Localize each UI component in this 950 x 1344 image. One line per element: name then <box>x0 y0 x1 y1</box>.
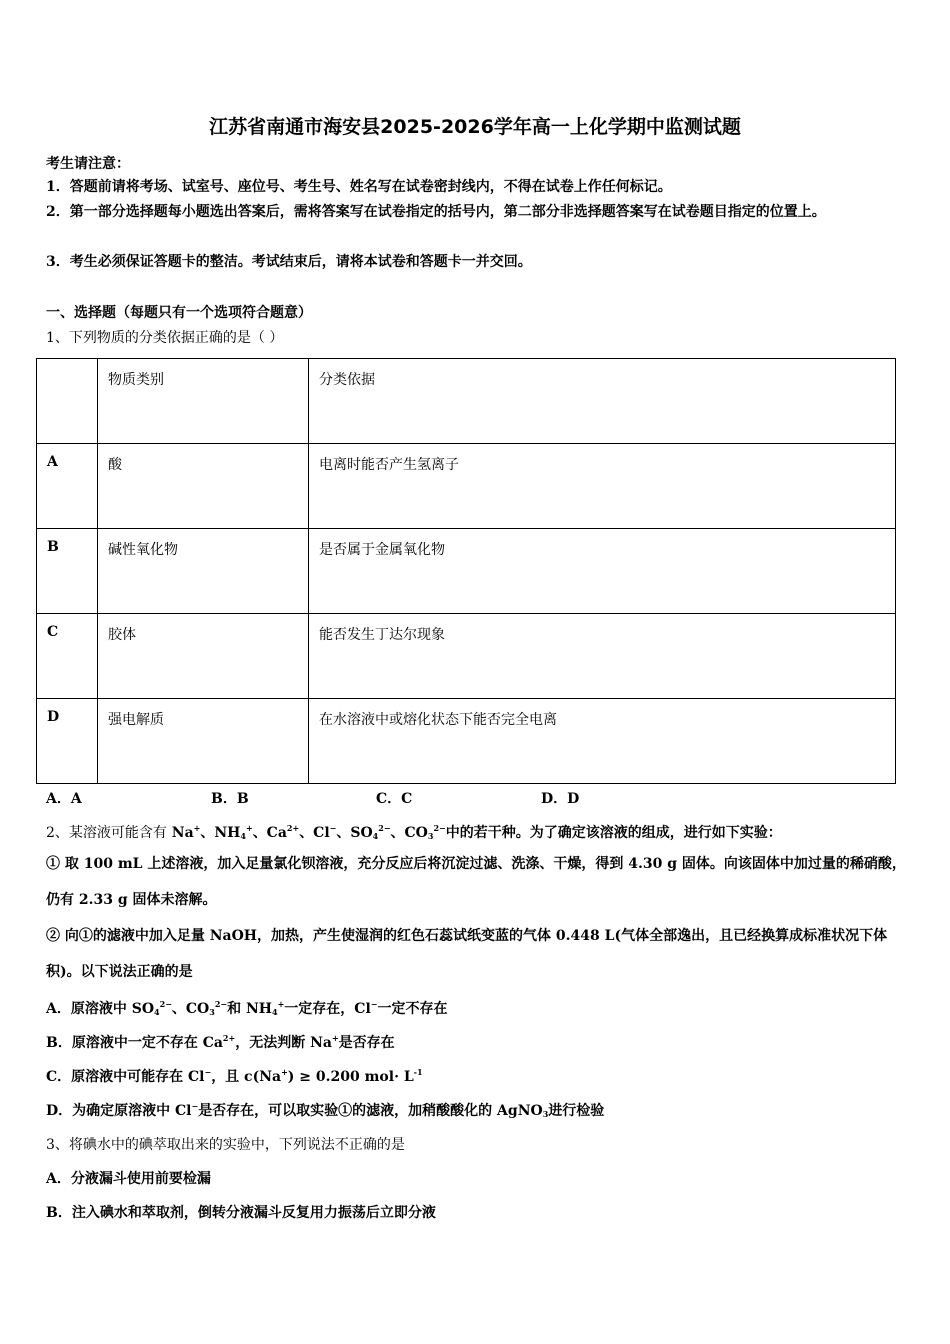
q2-option-a-text: 一定存在，Cl <box>284 1001 371 1017</box>
table-cell: C <box>37 614 98 699</box>
table-row <box>37 699 896 784</box>
q1-option-b: B．B <box>211 791 249 807</box>
table-cell: 酸 <box>98 444 309 529</box>
q2-experiment-1: ① 取 100 mL 上述溶液，加入足量氯化钡溶液，充分反应后将沉淀过滤、洗涤、干燥，得到 4.30 g 固体。向该固体中加过量的稀硝酸，仍有 2.33 g 固体未溶解。 <box>46 856 906 908</box>
q2-stem-suffix: 中的若干种。为了确定该溶液的组成，进行如下实验： <box>445 825 782 841</box>
table-cell: 是否属于金属氧化物 <box>309 529 896 614</box>
table-row <box>37 359 896 444</box>
q1-option-c: C．C <box>376 791 413 807</box>
q2-option-d: D．为确定原溶液中 Cl−是否存在，可以取实验①的滤液，加稍酸酸化的 AgNO$_3$进行检验 <box>46 1101 605 1119</box>
table-header: 物质类别 <box>98 359 309 444</box>
q1-option-a: A．A <box>46 791 82 807</box>
q3-stem-text: 3、将碘水中的碘萃取出来的实验中，下列说法不正确的是 <box>46 1137 405 1153</box>
q1-table <box>36 358 896 784</box>
q2-option-a-text: 和 NH <box>227 1001 273 1017</box>
q2-experiment-2: ② 向①的滤液中加入足量 NaOH，加热，产生使湿润的红色石蕊试纸变蓝的气体 0.448 L(气体全部逸出，且已经换算成标准状况下体积)。以下说法正确的是 <box>46 928 888 980</box>
table-cell: 强电解质 <box>98 699 309 784</box>
table-cell: 碱性氧化物 <box>98 529 309 614</box>
q2-option-c-text: C．原溶液中可能存在 Cl <box>46 1069 205 1085</box>
q2-option-a-text: A．原溶液中 SO <box>46 1001 155 1017</box>
q2-option-c-text: ，且 c(Na <box>211 1069 282 1085</box>
notice-item-3: 3．考生必须保证答题卡的整洁。考试结束后，请将本试卷和答题卡一并交回。 <box>46 254 532 270</box>
table-row <box>37 444 896 529</box>
q2-option-a-text: 、CO <box>171 1001 210 1017</box>
table-header: 分类依据 <box>309 359 896 444</box>
table-cell: 在水溶液中或熔化状态下能否完全电离 <box>309 699 896 784</box>
q2-option-b-text: B．原溶液中一定不存在 Ca <box>46 1035 223 1051</box>
q3-stem <box>46 1134 405 1154</box>
notice-item-1: 1．答题前请将考场、试室号、座位号、考生号、姓名写在试卷密封线内，不得在试卷上作任何标记。 <box>46 179 672 195</box>
table-cell: A <box>37 444 98 529</box>
page-title: 江苏省南通市海安县2025-2026学年高一上化学期中监测试题 <box>209 116 741 138</box>
table-cell: 能否发生丁达尔现象 <box>309 614 896 699</box>
q2-option-c: C．原溶液中可能存在 Cl−，且 c(Na+) ≥ 0.200 $mol\cdot L^{-1}$ <box>46 1067 423 1085</box>
table-cell: D <box>37 699 98 784</box>
q2-stem-prefix: 2、某溶液可能含有 <box>46 825 167 841</box>
table-row <box>37 529 896 614</box>
table-row <box>37 614 896 699</box>
q2-stem: 2、某溶液可能含有 Na+、$NH_4^+$、$Ca^{2+}$、Cl−、$SO_4^{2-}$、$CO_3^{2-}$中的若干种。为了确定该溶液的组成，进行如下实验： <box>46 823 782 841</box>
q3-option-a: A．分液漏斗使用前要检漏 <box>46 1171 211 1187</box>
q2-option-d-text: 是否存在，可以取实验①的滤液，加稍酸酸化的 AgNO <box>198 1103 543 1119</box>
q2-option-a-text: 一定不存在 <box>377 1001 448 1017</box>
notice-heading: 考生请注意： <box>46 156 130 172</box>
q2-option-c-text: ) ≥ 0.200 mol· L <box>287 1069 414 1085</box>
q2-option-b-text: ，无法判断 Na <box>235 1035 332 1051</box>
q2-option-d-text: D．为确定原溶液中 Cl <box>46 1103 192 1119</box>
table-cell: 电离时能否产生氢离子 <box>309 444 896 529</box>
q2-option-d-text: 进行检验 <box>548 1103 605 1119</box>
table-cell: 胶体 <box>98 614 309 699</box>
notice-item-2: 2．第一部分选择题每小题选出答案后，需将答案写在试卷指定的括号内，第二部分非选择题答案写在试卷题目指定的位置上。 <box>46 204 826 220</box>
q2-option-b-text: 是否存在 <box>338 1035 395 1051</box>
q2-option-a: A．原溶液中 $SO_4^{2-}$、$CO_3^{2-}$和 $NH_4^+$一定存在，Cl−一定不存在 <box>46 999 448 1017</box>
q1-stem: 1、下列物质的分类依据正确的是（ ） <box>46 330 284 346</box>
table-cell: B <box>37 529 98 614</box>
section-heading: 一、选择题（每题只有一个选项符合题意） <box>46 305 312 321</box>
q3-option-b: B．注入碘水和萃取剂，倒转分液漏斗反复用力振荡后立即分液 <box>46 1205 436 1221</box>
q1-option-d: D．D <box>541 791 580 807</box>
q2-option-b: B．原溶液中一定不存在 $Ca^{2+}$，无法判断 Na+是否存在 <box>46 1033 395 1051</box>
table-cell <box>37 359 98 444</box>
